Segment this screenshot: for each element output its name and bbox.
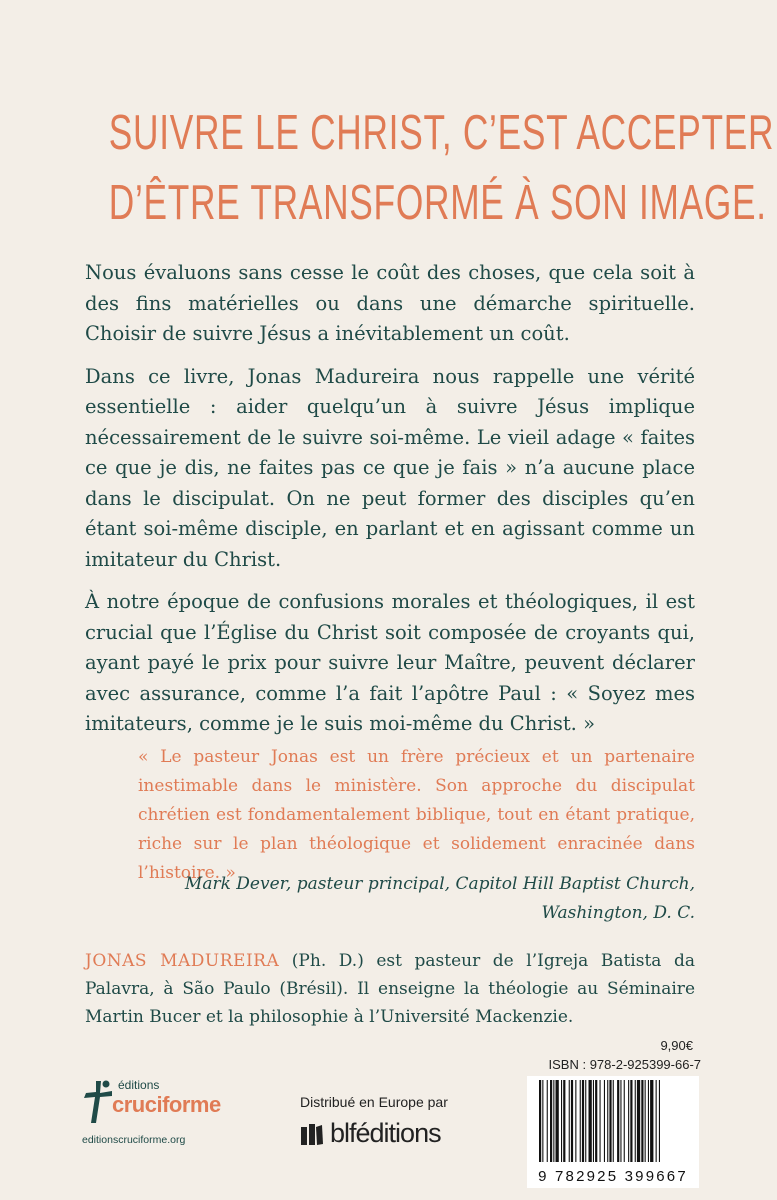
barcode-bar — [650, 1080, 653, 1162]
barcode-bar — [575, 1080, 576, 1162]
blurb-paragraph-1: Nous évaluons sans cesse le coût des choses, que cela soit à des fins matérielles ou dans une démarche spirituelle. Choisir de suivre Jésus a inévitablement un coût. — [85, 261, 695, 345]
barcode-bar — [547, 1080, 548, 1162]
publisher-editions-label: éditions — [118, 1078, 160, 1092]
publisher-name: cruciforme — [112, 1092, 221, 1117]
barcode-bar — [556, 1080, 559, 1162]
endorsement-quote: « Le pasteur Jonas est un frère précieux et un partenaire inestimable dans le ministère. Son approche du discipulat chrétien est fondamentalement biblique, tout en étant pratique, riche sur le plan théologique et solidement enracinée dans l’histoire. » — [138, 747, 695, 883]
barcode-bar — [607, 1080, 608, 1162]
barcode-bar — [630, 1080, 632, 1162]
barcode-bar — [580, 1080, 581, 1162]
barcode-bar — [637, 1080, 640, 1162]
endorsement-attribution — [175, 870, 695, 928]
price: 9,90€ — [660, 1038, 693, 1053]
barcode-bar — [617, 1080, 619, 1162]
barcode-bar — [656, 1080, 657, 1162]
barcode-bar — [659, 1080, 660, 1162]
barcode-bar — [648, 1080, 649, 1162]
barcode-bar — [624, 1080, 625, 1162]
blurb-paragraph-2: Dans ce livre, Jonas Madureira nous rappelle une vérité essentielle : aider quelqu’un à suivre Jésus implique nécessairement de le suivre soi-même. Le vieil adage « faites ce que je dis, ne faites pas ce que je fais » n’a aucune place dans le discipulat. On ne peut former des disciples qu’en étant soi-même disciple, en parlant et en agissant comme un imitateur du Christ. — [85, 364, 695, 571]
barcode-block — [527, 1038, 699, 1188]
distributor-block — [300, 1094, 470, 1154]
barcode-bar — [628, 1080, 629, 1162]
barcode-bar — [593, 1080, 594, 1162]
barcode-bars — [527, 1076, 699, 1168]
barcode-bar — [563, 1080, 565, 1162]
attribution-line-2: Washington, D. C. — [541, 903, 695, 923]
attribution-line-1: Mark Dever, pasteur principal, Capitol Hill Baptist Church, — [184, 874, 695, 894]
headline — [108, 98, 775, 238]
books-icon — [300, 1121, 324, 1147]
distributor-name: blféditions — [330, 1118, 441, 1148]
publisher-url: editionscruciforme.org — [82, 1134, 186, 1146]
cruciforme-logo — [80, 1078, 230, 1148]
barcode-bar — [620, 1080, 621, 1162]
barcode-bar — [561, 1080, 562, 1162]
barcode-digits: 9 782925 399667 — [538, 1168, 688, 1185]
barcode-bar — [595, 1080, 597, 1162]
author-bio-text: (Ph. D.) est pasteur de l’Igreja Batista da Palavra, à São Paulo (Brésil). Il enseigne la théologie au Séminaire Martin Bucer et la philosophie à l’Université Mackenzie. — [85, 951, 695, 1027]
barcode-bar — [571, 1080, 573, 1162]
barcode-bar — [550, 1080, 552, 1162]
headline-line-2: D’ÊTRE TRANSFORMÉ À SON IMAGE. — [108, 176, 767, 230]
author-bio — [85, 947, 695, 1031]
barcode-bar — [585, 1080, 586, 1162]
barcode-bar — [553, 1080, 554, 1162]
barcode-bar — [641, 1080, 643, 1162]
distributor-label: Distribué en Europe par — [300, 1094, 448, 1110]
blurb-paragraph-3: À notre époque de confusions morales et théologiques, il est crucial que l’Église du Christ soit composée de croyants qui, ayant payé le prix pour suivre leur Maître, peuvent déclarer avec assurance, comme l’a fait l’apôtre Paul : « Soyez mes imitateurs, comme je le suis moi-même du Christ. » — [85, 590, 695, 735]
distributor-logo — [300, 1118, 441, 1149]
author-name: JONAS MADUREIRA — [85, 951, 280, 971]
blurb — [85, 258, 695, 752]
barcode-bar — [539, 1080, 541, 1162]
barcode-bar — [542, 1080, 543, 1162]
barcode-bar — [589, 1080, 592, 1162]
barcode-bar — [609, 1080, 611, 1162]
barcode — [527, 1076, 699, 1188]
barcode-bar — [569, 1080, 570, 1162]
barcode-bar — [600, 1080, 601, 1162]
barcode-bar — [582, 1080, 584, 1162]
barcode-bar — [645, 1080, 646, 1162]
isbn: ISBN : 978-2-925399-66-7 — [548, 1057, 701, 1072]
barcode-bar — [604, 1080, 605, 1162]
cross-figure-icon — [82, 1079, 114, 1125]
barcode-bar — [635, 1080, 636, 1162]
headline-line-1: SUIVRE LE CHRIST, C’EST ACCEPTER — [108, 106, 775, 160]
barcode-bar — [613, 1080, 614, 1162]
